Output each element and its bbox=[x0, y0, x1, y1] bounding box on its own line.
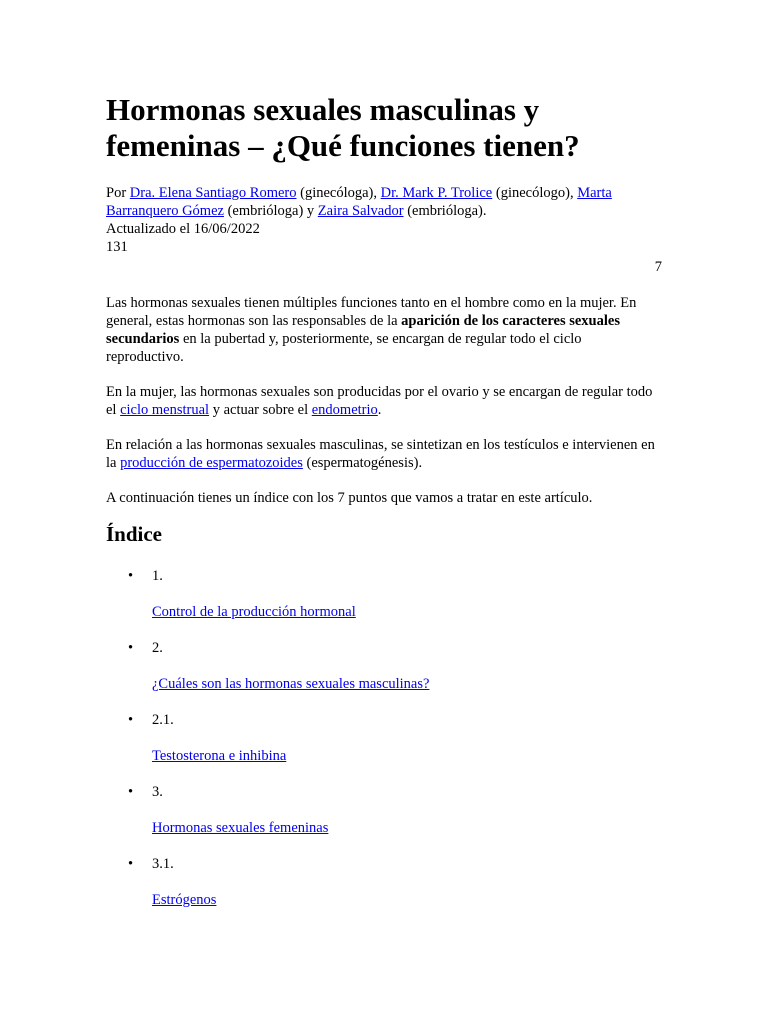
byline-role-1: (ginecóloga), bbox=[296, 185, 381, 201]
toc-heading: Índice bbox=[106, 522, 163, 546]
toc-item-number: 3.1. bbox=[152, 856, 174, 872]
paragraph-female bbox=[106, 383, 662, 419]
byline-role-3: (embrióloga) y bbox=[223, 203, 318, 219]
toc-item-number: 2.1. bbox=[152, 712, 174, 728]
paragraph-intro-text-a: Las hormonas sexuales tienen múltiples funciones tanto en el hombre como en la mujer. En general, estas hormonas son las responsables de la bbox=[106, 295, 637, 329]
author-link-santiago[interactable]: Dra. Elena Santiago Romero bbox=[129, 185, 297, 201]
toc-item bbox=[106, 639, 662, 693]
toc-item bbox=[106, 711, 662, 765]
author-link-salvador[interactable]: Zaira Salvador bbox=[317, 203, 404, 219]
paragraph-male-text-a: En relación a las hormonas sexuales masculinas, se sintetizan en los testículos e intervienen en la bbox=[106, 437, 655, 471]
paragraph-male bbox=[106, 436, 662, 472]
link-endometrio[interactable]: endometrio bbox=[311, 402, 378, 418]
paragraph-female-text-a: En la mujer, las hormonas sexuales son producidas por el ovario y se encargan de regular todo el bbox=[106, 384, 653, 418]
toc-item bbox=[106, 855, 662, 909]
byline-role-2: (ginecólogo), bbox=[492, 185, 578, 201]
byline-prefix: Por bbox=[106, 185, 130, 201]
byline-role-4: (embrióloga). bbox=[403, 203, 487, 219]
link-ciclo-menstrual[interactable]: ciclo menstrual bbox=[120, 402, 210, 418]
toc-link-hormonas-femeninas[interactable]: Hormonas sexuales femeninas bbox=[152, 820, 329, 836]
updated-date: Actualizado el 16/06/2022 bbox=[106, 221, 260, 237]
toc-item bbox=[106, 783, 662, 837]
comment-count[interactable]: 7 bbox=[654, 259, 662, 275]
link-produccion-espermatozoides[interactable]: producción de espermatozoides bbox=[120, 455, 303, 471]
article bbox=[106, 92, 662, 909]
bullet-icon: • bbox=[128, 784, 134, 800]
view-count: 131 bbox=[106, 239, 128, 255]
paragraph-female-text-b: y actuar sobre el bbox=[209, 402, 312, 418]
toc-item-number: 3. bbox=[152, 784, 163, 800]
author-link-trolice[interactable]: Dr. Mark P. Trolice bbox=[380, 185, 493, 201]
toc-item-number: 1. bbox=[152, 568, 163, 584]
paragraph-female-text-c: . bbox=[377, 402, 382, 418]
byline bbox=[106, 184, 662, 220]
paragraph-intro bbox=[106, 294, 662, 366]
paragraph-intro-bold: aparición de los caracteres sexuales secundarios bbox=[106, 313, 620, 347]
bullet-icon: • bbox=[128, 856, 134, 872]
toc-item-number: 2. bbox=[152, 640, 163, 656]
toc-link-control-produccion[interactable]: Control de la producción hormonal bbox=[152, 604, 356, 620]
bullet-icon: • bbox=[128, 712, 134, 728]
bullet-icon: • bbox=[128, 640, 134, 656]
toc-link-estrogenos[interactable]: Estrógenos bbox=[152, 892, 217, 908]
paragraph-intro-text-b: en la pubertad y, posteriormente, se encargan de regular todo el ciclo reproductivo. bbox=[106, 331, 582, 365]
paragraph-male-text-b: (espermatogénesis). bbox=[302, 455, 423, 471]
toc-item bbox=[106, 567, 662, 621]
paragraph-index-intro: A continuación tienes un índice con los 7 puntos que vamos a tratar en este artículo. bbox=[106, 490, 593, 506]
toc-list bbox=[106, 567, 662, 909]
article-title: Hormonas sexuales masculinas y femeninas – ¿Qué funciones tienen? bbox=[106, 92, 580, 163]
bullet-icon: • bbox=[128, 568, 134, 584]
toc-link-hormonas-masculinas[interactable]: ¿Cuáles son las hormonas sexuales masculinas? bbox=[152, 676, 430, 692]
author-link-barranquero[interactable]: Marta Barranquero Gómez bbox=[106, 185, 612, 219]
toc-link-testosterona[interactable]: Testosterona e inhibina bbox=[152, 748, 287, 764]
